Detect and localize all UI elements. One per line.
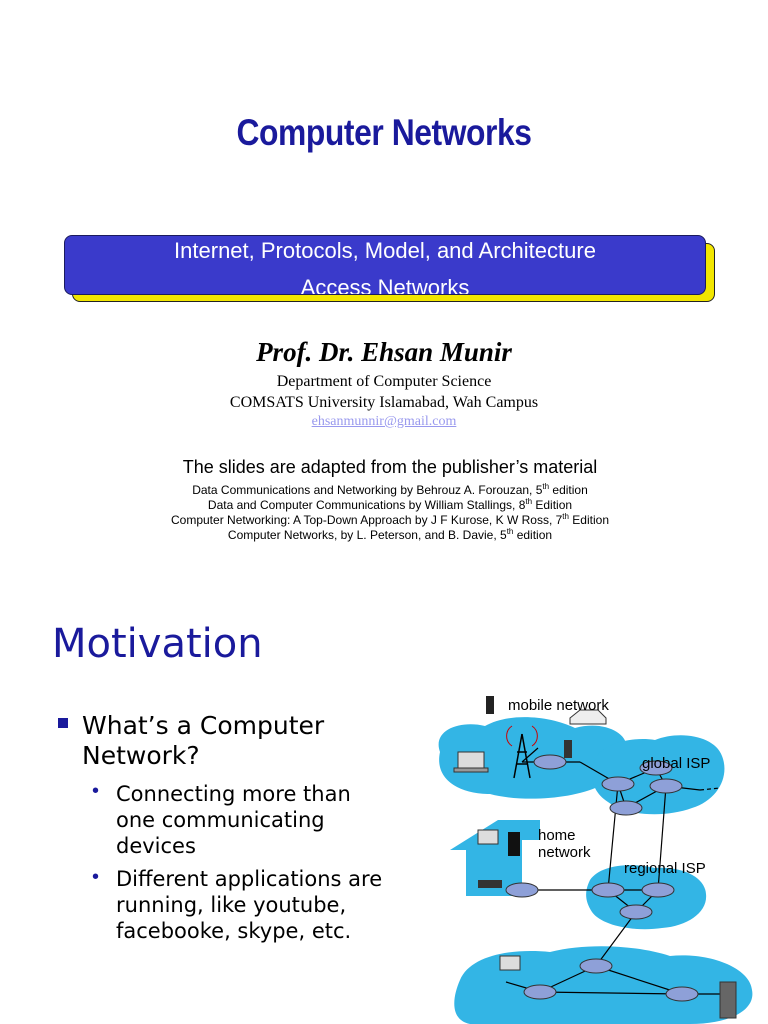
traffic-light-icon xyxy=(564,740,572,758)
subtitle-banner xyxy=(64,235,706,295)
server-rack-icon xyxy=(720,982,736,1018)
motivation-slide xyxy=(0,580,768,1024)
banner-line-1: Internet, Protocols, Model, and Architecture xyxy=(174,238,596,263)
banner-line-2: Access Networks xyxy=(300,275,470,295)
author-name: Prof. Dr. Ehsan Munir xyxy=(256,337,512,367)
department: Department of Computer Science xyxy=(276,373,492,390)
sub-bullet-2: Different applications are running, like youtube, facebooke, skype, etc. xyxy=(116,867,383,943)
enterprise-network-cloud xyxy=(454,946,752,1024)
label-home: home xyxy=(538,827,576,844)
reference-3: Computer Networking: A Top-Down Approach by J F Kurose, K W Ross, 7th Edition xyxy=(171,512,609,527)
label-regional-isp: regional ISP xyxy=(624,860,706,877)
home-router-icon xyxy=(478,880,502,888)
reference-1: Data Communications and Networking by Behrouz A. Forouzan, 5th edition xyxy=(192,482,588,497)
bullet-dot-icon: • xyxy=(92,780,100,802)
reference-4: Computer Networks, by L. Peterson, and B. Davie, 5th edition xyxy=(227,527,553,542)
bullet-square-icon xyxy=(58,718,68,728)
university: COMSATS University Islamabad, Wah Campus xyxy=(229,394,539,411)
bullet-dot-icon: • xyxy=(92,866,100,888)
label-network: network xyxy=(538,844,591,861)
laptop-icon xyxy=(458,752,484,768)
server-computer-icon xyxy=(500,956,520,970)
adapted-note: The slides are adapted from the publisher’s material xyxy=(182,457,598,477)
slide-title: Computer Networks xyxy=(236,112,532,153)
home-laptop-icon xyxy=(478,830,498,844)
main-bullet: What’s a Computer Network? xyxy=(82,711,325,770)
slide-title: Motivation xyxy=(52,621,263,667)
home-device-icon xyxy=(508,832,520,856)
reference-2: Data and Computer Communications by William Stallings, 8th Edition xyxy=(207,497,573,512)
label-global-isp: global ISP xyxy=(642,755,711,772)
label-mobile-network: mobile network xyxy=(508,697,609,714)
email-link[interactable]: ehsanmunnir@gmail.com xyxy=(311,414,457,429)
sub-bullet-1: Connecting more than one communicating devices xyxy=(116,782,351,858)
internet-diagram xyxy=(430,690,768,1024)
phone-icon xyxy=(486,696,494,714)
